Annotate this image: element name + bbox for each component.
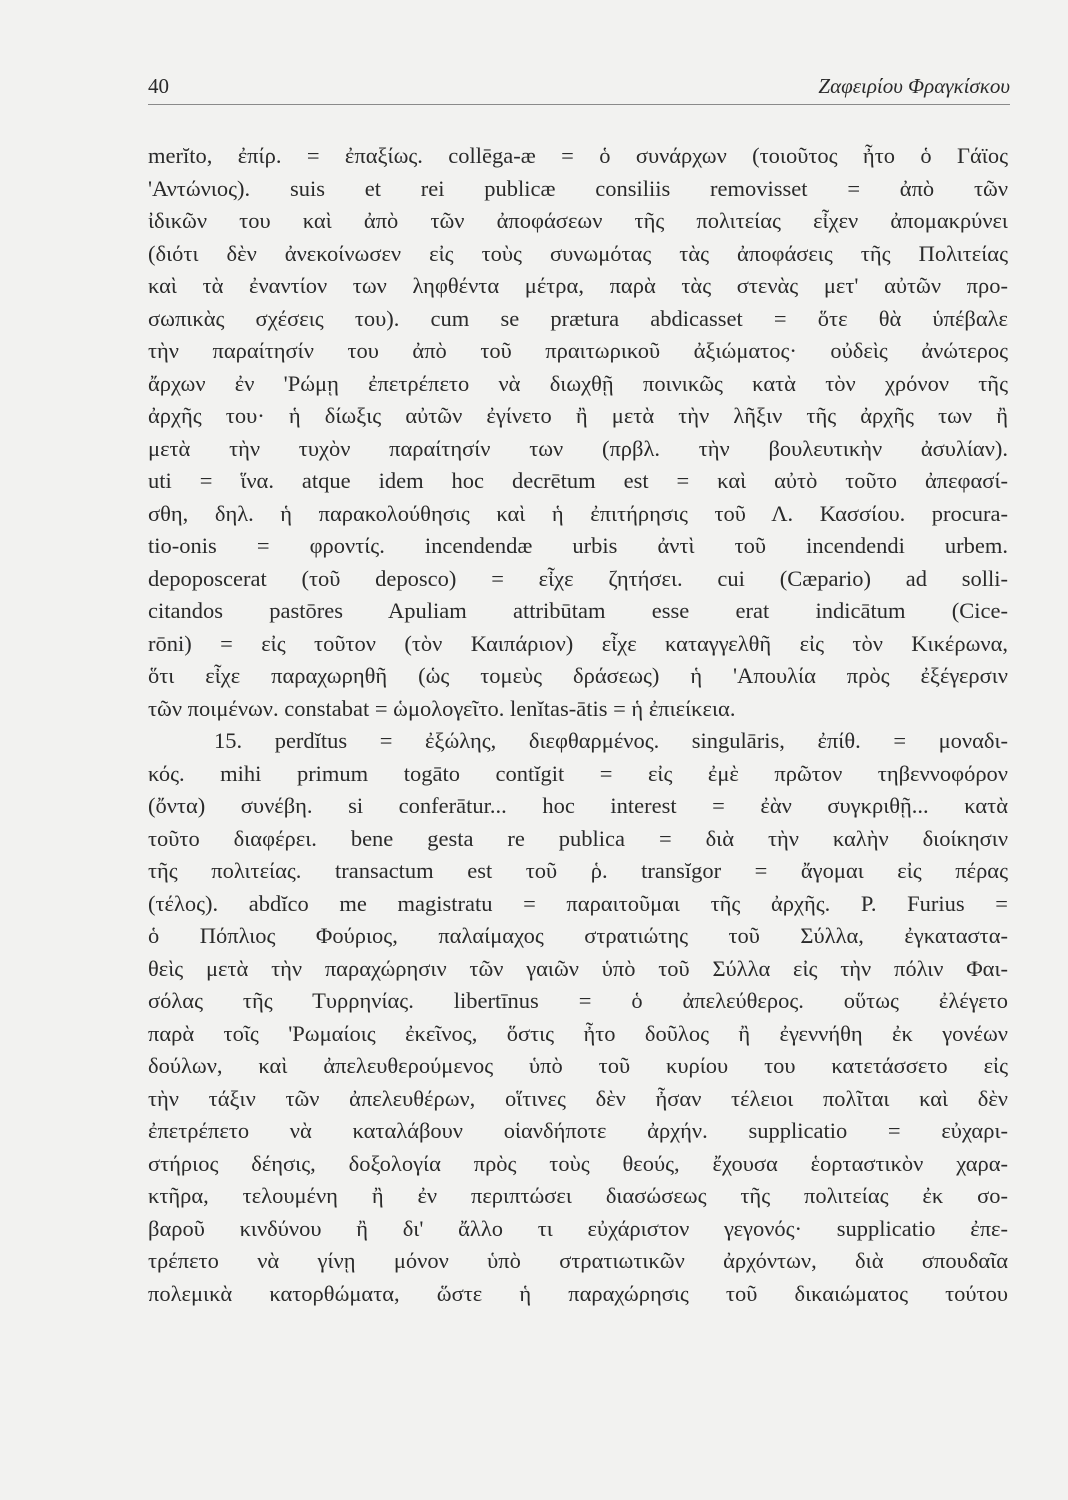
running-title: Ζαφειρίου Φραγκίσκου [818,74,1010,98]
text-line: πολεμικὰ κατορθώματα, ὥστε ἡ παραχώρησις τοῦ δικαιώματος τούτου [148,1280,1008,1306]
text-line: τρέπετο νὰ γίνῃ μόνον ὑπὸ στρατιωτικῶν ἀρχόντων, διὰ σπουδαῖα [148,1248,1008,1273]
text-line: uti = ἵνα. atque idem hoc decrētum est = καὶ αὐτὸ τοῦτο ἀπεφασί- [148,468,1008,493]
text-line: (τέλος). abdĭco me magistratu = παραιτοῦμαι τῆς ἀρχῆς. P. Furius = [148,890,1008,916]
text-line: σθη, δηλ. ἡ παρακολούθησις καὶ ἡ ἐπιτήρησις τοῦ Λ. Κασσίου. procura- [148,500,1008,526]
text-line: βαροῦ κινδύνου ἢ δι' ἄλλο τι εὐχάριστον γεγονός· supplicatio ἐπε- [148,1215,1008,1241]
text-line: rōni) = εἰς τοῦτον (τὸν Καιπάριον) εἶχε καταγγελθῆ εἰς τὸν Κικέρωνα, [148,630,1008,656]
text-line: ὅτι εἶχε παραχωρηθῆ (ὡς τομεὺς δράσεως) ἡ 'Απουλία πρὸς ἐξέγερσιν [148,663,1008,688]
text-line: ἰδικῶν του καὶ ἀπὸ τῶν ἀποφάσεων τῆς πολιτείας εἶχεν ἀπομακρύνει [148,208,1008,233]
text-line: ἐπετρέπετο νὰ καταλάβουν οἱανδήποτε ἀρχήν. supplicatio = εὐχαρι- [148,1118,1008,1143]
text-line: 'Αντώνιος). suis et rei publicæ consiliis removisset = ἀπὸ τῶν [148,175,1008,201]
text-line: μετὰ τὴν τυχὸν παραίτησίν των (πρβλ. τὴν βουλευτικὴν ἀσυλίαν). [148,435,1008,461]
text-line: στήριος δέησις, δοξολογία πρὸς τοὺς θεούς, ἔχουσα ἑορταστικὸν χαρα- [148,1150,1008,1176]
text-line: τῆς πολιτείας. transactum est τοῦ ῥ. transĭgor = ἄγομαι εἰς πέρας [148,858,1008,883]
text-line: καὶ τὰ ἐναντίον των ληφθέντα μέτρα, παρὰ τὰς στενὰς μετ' αὐτῶν προ- [148,273,1008,298]
text-line: depoposcerat (τοῦ deposco) = εἶχε ζητήσει. cui (Cæpario) ad solli- [148,565,1008,591]
text-line: τοῦτο διαφέρει. bene gesta re publica = διὰ τὴν καλὴν διοίκησιν [148,825,1008,851]
text-line: κός. mihi primum togāto contĭgit = εἰς ἐμὲ πρῶτον τηβεννοφόρον [148,760,1008,786]
text-line: τὴν παραίτησίν του ἀπὸ τοῦ πραιτωρικοῦ ἀξιώματος· οὐδεὶς ἀνώτερος [148,338,1008,363]
running-head [148,70,1010,105]
paragraph-first-line: 15. perdĭtus = ἐξώλης, διεφθαρμένος. singulāris, ἐπίθ. = μοναδι- [214,728,1008,753]
text-line: merĭto, ἐπίρ. = ἐπαξίως. collēga-æ = ὁ συνάρχων (τοιοῦτος ἦτο ὁ Γάϊος [148,143,1008,168]
text-line: δούλων, καὶ ἀπελευθερούμενος ὑπὸ τοῦ κυρίου του κατετάσσετο εἰς [148,1053,1008,1078]
text-line: citandos pastōres Apuliam attribūtam esse erat indicātum (Cice- [148,598,1008,623]
text-line: σόλας τῆς Τυρρηνίας. libertīnus = ὁ ἀπελεύθερος. οὕτως ἐλέγετο [148,988,1008,1013]
text-line: τὴν τάξιν τῶν ἀπελευθέρων, οἵτινες δὲν ἦσαν τέλειοι πολῖται καὶ δὲν [148,1085,1008,1111]
paragraph-last-line: τῶν ποιμένων. constabat = ὡμολογεῖτο. lenĭtas-ātis = ἡ ἐπιείκεια. [148,695,736,721]
body-text [148,140,1008,1310]
text-line: παρὰ τοῖς 'Ρωμαίοις ἐκεῖνος, ὅστις ἦτο δοῦλος ἢ ἐγεννήθη ἐκ γονέων [148,1020,1008,1046]
page-number: 40 [148,74,169,98]
text-line: ἀρχῆς του· ἡ δίωξις αὐτῶν ἐγίνετο ἢ μετὰ τὴν λῆξιν τῆς ἀρχῆς των ἢ [148,403,1008,428]
text-line: σωπικὰς σχέσεις του). cum se prætura abdicasset = ὅτε θὰ ὑπέβαλε [148,305,1008,331]
text-line: θεὶς μετὰ τὴν παραχώρησιν τῶν γαιῶν ὑπὸ τοῦ Σύλλα εἰς τὴν πόλιν Φαι- [148,955,1008,981]
text-line: (διότι δὲν ἀνεκοίνωσεν εἰς τοὺς συνωμότας τὰς ἀποφάσεις τῆς Πολιτείας [148,240,1008,266]
text-line: tio-onis = φροντίς. incendendæ urbis ἀντὶ τοῦ incendendi urbem. [148,533,1008,558]
text-line: ἄρχων ἐν 'Ρώμῃ ἐπετρέπετο νὰ διωχθῇ ποινικῶς κατὰ τὸν χρόνον τῆς [148,370,1008,396]
text-line: (ὄντα) συνέβη. si conferātur... hoc interest = ἐὰν συγκριθῇ... κατὰ [148,793,1008,818]
text-line: κτῆρα, τελουμένη ἢ ἐν περιπτώσει διασώσεως τῆς πολιτείας ἐκ σο- [148,1183,1008,1208]
text-line: ὁ Πόπλιος Φούριος, παλαίμαχος στρατιώτης τοῦ Σύλλα, ἐγκαταστα- [148,923,1008,948]
